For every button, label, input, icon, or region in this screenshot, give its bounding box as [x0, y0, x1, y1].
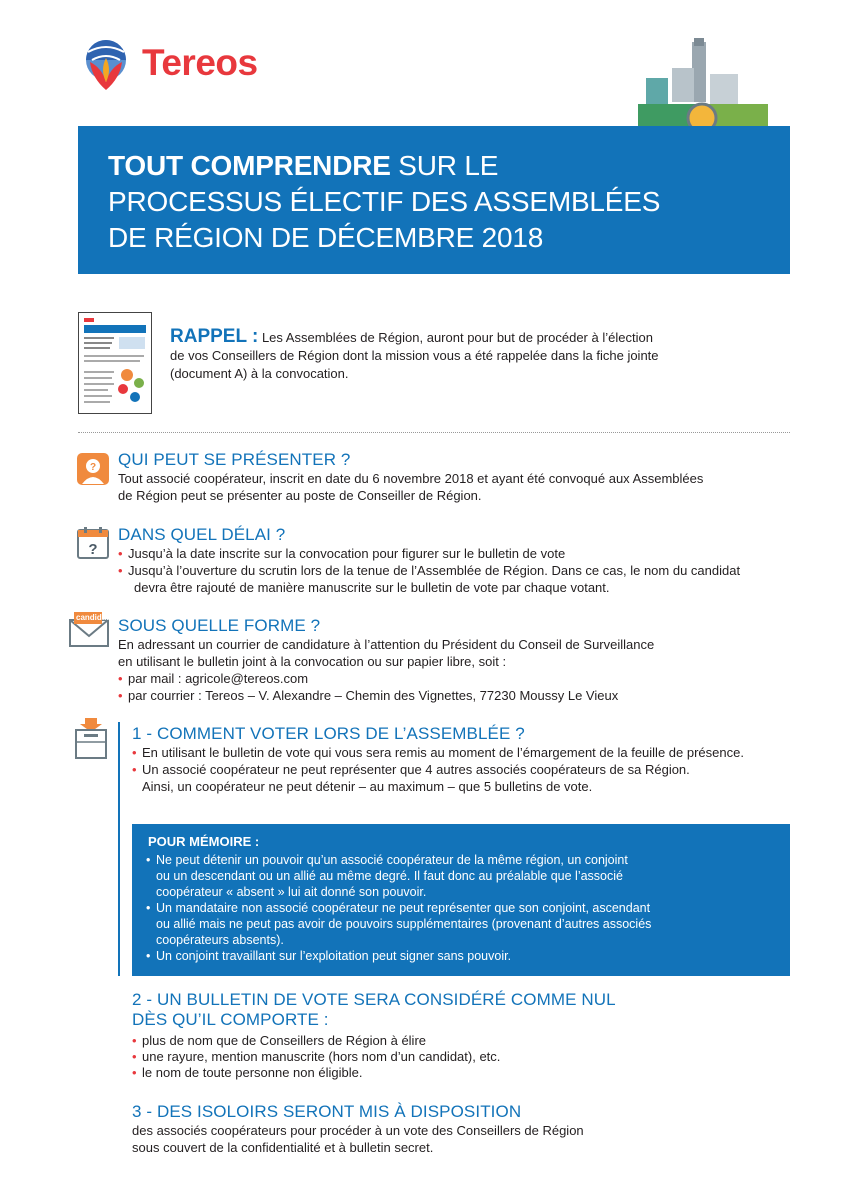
rappel-text-2: de vos Conseillers de Région dont la mission vous a été rappelée dans la fiche jointe — [170, 348, 659, 363]
page-title — [108, 148, 728, 256]
rappel-text-1: Les Assemblées de Région, auront pour but de procéder à l’élection — [258, 330, 653, 345]
isoloirs-body — [132, 1122, 792, 1156]
pour-memoire-box — [132, 824, 790, 976]
memo-line: ou allié mais ne peut pas avoir de pouvoirs supplémentaires (provenant d’autres associés — [156, 917, 652, 931]
voter-title: 1 - COMMENT VOTER LORS DE L’ASSEMBLÉE ? — [132, 724, 525, 743]
rappel-paragraph — [170, 328, 790, 383]
envelope-candidat-icon — [68, 610, 110, 648]
voter-body — [132, 744, 792, 795]
memo-line: coopérateur « absent » lui ait donné son pouvoir. — [156, 885, 427, 899]
qui-title: QUI PEUT SE PRÉSENTER ? — [118, 450, 351, 469]
memo-item — [146, 852, 766, 900]
forme-line: en utilisant le bulletin joint à la convocation ou sur papier libre, soit : — [118, 654, 507, 669]
person-question-icon — [76, 452, 110, 486]
voter-bullet: • Un associé coopérateur ne peut représenter que 4 autres associés coopérateurs de sa Région. — [132, 761, 792, 778]
memo-item — [146, 948, 766, 964]
title-rest: SUR LE — [390, 150, 499, 181]
forme-bullet: • par mail : agricole@tereos.com — [118, 670, 798, 687]
tereos-flower-icon — [78, 38, 136, 94]
memo-line: Un mandataire non associé coopérateur ne peut représenter que son conjoint, ascendant — [156, 901, 651, 915]
title-line-3: DE RÉGION DE DÉCEMBRE 2018 — [108, 222, 544, 253]
nul-bullet: • une rayure, mention manuscrite (hors nom d’un candidat), etc. — [132, 1049, 792, 1065]
memo-line: Ne peut détenir un pouvoir qu’un associé coopérateur de la même région, un conjoint — [156, 853, 628, 867]
svg-text:?: ? — [89, 462, 97, 473]
voter-continuation: Ainsi, un coopérateur ne peut détenir – au maximum – que 5 bulletins de vote. — [142, 779, 593, 794]
memo-item — [146, 900, 766, 948]
forme-line: En adressant un courrier de candidature à l’attention du Président du Conseil de Surveillance — [118, 637, 655, 652]
title-line-2: PROCESSUS ÉLECTIF DES ASSEMBLÉES — [108, 186, 661, 217]
candidat-icon-label: candidat — [76, 613, 109, 622]
isoloirs-title: 3 - DES ISOLOIRS SERONT MIS À DISPOSITION — [132, 1102, 522, 1121]
forme-bullet: • par courrier : Tereos – V. Alexandre – Chemin des Vignettes, 77230 Moussy Le Vieux — [118, 687, 798, 704]
qui-body — [118, 470, 790, 504]
delai-continuation: devra être rajouté de manière manuscrite sur le bulletin de vote par chaque votant. — [134, 580, 610, 595]
nul-body — [132, 1033, 792, 1081]
brand-name: Tereos — [142, 42, 258, 83]
delai-bullet: • Jusqu’à la date inscrite sur la convocation pour figurer sur le bulletin de vote — [118, 545, 798, 562]
forme-body — [118, 636, 798, 704]
nul-title-2: DÈS QU’IL COMPORTE : — [132, 1010, 329, 1029]
title-bold: TOUT COMPRENDRE — [108, 150, 391, 181]
nul-bullet: • le nom de toute personne non éligible. — [132, 1065, 792, 1081]
qui-line: Tout associé coopérateur, inscrit en date du 6 novembre 2018 et ayant été convoqué aux Assemblées — [118, 471, 704, 486]
dotted-divider — [78, 432, 790, 433]
delai-body — [118, 545, 798, 596]
delai-title: DANS QUEL DÉLAI ? — [118, 525, 286, 544]
blue-vertical-rule — [118, 722, 120, 976]
memo-line: coopérateurs absents). — [156, 933, 284, 947]
forme-title: SOUS QUELLE FORME ? — [118, 616, 321, 635]
title-banner — [78, 126, 790, 274]
voter-bullet: • En utilisant le bulletin de vote qui vous sera remis au moment de l’émargement de la feuille de présence. — [132, 744, 792, 761]
tereos-logo — [78, 38, 278, 94]
isoloirs-line: des associés coopérateurs pour procéder à un vote des Conseillers de Région — [132, 1123, 584, 1138]
isoloirs-line: sous couvert de la confidentialité et à bulletin secret. — [132, 1140, 434, 1155]
nul-title — [132, 990, 616, 1030]
qui-line: de Région peut se présenter au poste de Conseiller de Région. — [118, 488, 482, 503]
memo-title: POUR MÉMOIRE : — [148, 834, 260, 849]
memo-line: ou un descendant ou un allié au même degré. Il faut donc au préalable que l’associé — [156, 869, 623, 883]
rappel-label: RAPPEL : — [170, 326, 259, 347]
ballot-box-icon — [74, 716, 108, 760]
delai-bullet: • Jusqu’à l’ouverture du scrutin lors de la tenue de l’Assemblée de Région. Dans ce cas, le nom du candidat — [118, 562, 798, 579]
nul-title-1: 2 - UN BULLETIN DE VOTE SERA CONSIDÉRÉ COMME NUL — [132, 990, 616, 1009]
document-a-thumbnail — [78, 312, 152, 414]
rappel-text-3: (document A) à la convocation. — [170, 366, 349, 381]
memo-list — [146, 852, 766, 964]
calendar-question-icon — [76, 526, 110, 560]
memo-line: Un conjoint travaillant sur l’exploitation peut signer sans pouvoir. — [156, 949, 512, 963]
svg-text:?: ? — [88, 541, 98, 558]
nul-bullet: • plus de nom que de Conseillers de Région à élire — [132, 1033, 792, 1049]
